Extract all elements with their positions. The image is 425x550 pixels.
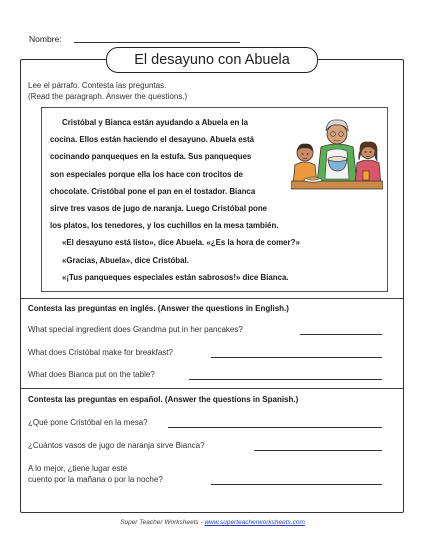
english-question-2: What does Cristóbal make for breakfast?	[28, 348, 173, 357]
grandma-cooking-illustration	[291, 113, 383, 191]
spanish-section-heading: Contesta las preguntas en español. (Answer the questions in Spanish.)	[28, 395, 299, 404]
dialogue-line: «Gracias, Abuela», dice Cristóbal.	[62, 255, 189, 265]
dialogue-line: «¡Tus panqueques especiales están sabrosos!» dice Bianca.	[62, 272, 289, 282]
name-line[interactable]	[74, 42, 240, 43]
english-question-1: What special ingredient does Grandma put in her pancakes?	[28, 325, 243, 334]
answer-line[interactable]	[211, 357, 382, 358]
instructions-spanish: Lee el párrafo. Contesta las preguntas.	[28, 81, 167, 90]
story-line: Cristóbal y Bianca están ayudando a Abuela en la	[62, 118, 249, 127]
footer-separator: -	[198, 519, 205, 526]
story-line: sirve tres vasos de jugo de naranja. Luego Cristóbal pone	[50, 203, 268, 213]
dialogue-line: «El desayuno está listo», dice Abuela. «¿Es la hora de comer?»	[62, 238, 300, 248]
footer-url-link[interactable]: www.superteacherworksheets.com	[204, 519, 305, 526]
english-question-3: What does Bianca put on the table?	[28, 370, 155, 379]
story-line: son especiales porque ella los hace con trocitos de	[50, 169, 243, 179]
story-line: cocina. Ellos están haciendo el desayuno. Abuela está	[50, 135, 255, 145]
section-divider	[20, 298, 404, 299]
spanish-question-2: ¿Cuántos vasos de jugo de naranja sirve Bianca?	[28, 441, 205, 450]
answer-line[interactable]	[300, 334, 382, 335]
answer-line[interactable]	[211, 484, 382, 485]
spanish-question-3-line2: cuento por la mañana o por la noche?	[28, 475, 163, 484]
story-line: chocolate. Cristóbal pone el pan en el tostador. Bianca	[50, 186, 256, 196]
section-divider	[20, 388, 404, 389]
spanish-question-3-line1: A lo mejor, ¿tiene lugar este	[28, 464, 128, 473]
instructions	[28, 81, 187, 102]
spanish-question-1: ¿Qué pone Cristóbal en la mesa?	[28, 418, 148, 427]
name-label: Nombre:	[29, 34, 62, 44]
footer	[0, 519, 425, 526]
answer-line[interactable]	[168, 427, 382, 428]
story-line: cocinando panqueques en la estufa. Sus panqueques	[50, 152, 252, 162]
answer-line[interactable]	[189, 379, 382, 380]
instructions-english: (Read the paragraph. Answer the questions.)	[28, 91, 188, 101]
footer-publisher: Super Teacher Worksheets	[120, 519, 199, 526]
answer-line[interactable]	[254, 450, 382, 451]
english-section-heading: Contesta las preguntas en inglés. (Answer the questions in English.)	[28, 304, 289, 313]
story-line: los platos, los tenedores, y los cuchillos en la mesa también.	[50, 221, 279, 231]
worksheet-title: El desayuno con Abuela	[106, 47, 318, 73]
